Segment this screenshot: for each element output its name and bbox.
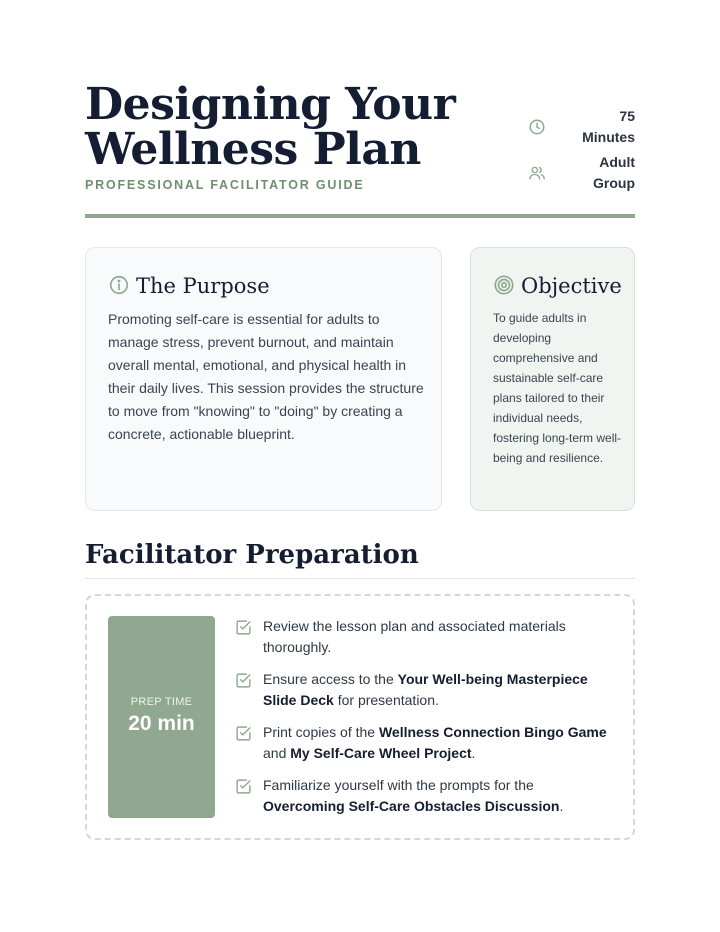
- duration-row: [525, 106, 635, 152]
- item-text-mid: for presentation.: [333, 692, 439, 708]
- checkbox-checked-icon: [235, 725, 252, 742]
- checklist-item: [235, 722, 615, 764]
- session-meta: [525, 106, 635, 198]
- info-icon: [108, 274, 130, 296]
- users-icon: [528, 164, 546, 182]
- preparation-checklist: [235, 616, 615, 828]
- duration-text: [555, 106, 635, 148]
- duration-value: 75: [619, 108, 635, 124]
- purpose-title: The Purpose: [136, 274, 270, 298]
- objective-text: To guide adults in developing comprehensive and sustainable self-care plans tailored to their individual needs, fostering long-term well-being and resilience.: [493, 311, 622, 465]
- objective-card: [470, 247, 635, 511]
- checkbox-checked-icon: [235, 672, 252, 689]
- prep-time-badge: [108, 616, 215, 818]
- audience-row: [525, 152, 635, 198]
- checklist-item: [235, 616, 615, 658]
- item-text: Review the lesson plan and associated materials thoroughly.: [263, 618, 566, 655]
- preparation-title: Facilitator Preparation: [85, 540, 419, 570]
- audience-line2: Group: [593, 175, 635, 191]
- checklist-item: [235, 775, 615, 817]
- header: [85, 79, 635, 218]
- checklist-item: [235, 669, 615, 711]
- item-text-mid: and: [263, 745, 291, 761]
- duration-unit: Minutes: [582, 129, 635, 145]
- prep-time-value: 20 min: [128, 712, 195, 735]
- item-bold: Your Well-being Masterpiece Slide Deck: [263, 671, 588, 708]
- audience-text: [555, 152, 635, 194]
- target-icon: [493, 274, 515, 296]
- page-title: Designing Your Wellness Plan: [85, 79, 456, 175]
- prep-time-label: PREP TIME: [130, 696, 193, 708]
- item-text: Familiarize yourself with the prompts for the: [263, 777, 534, 793]
- clock-icon: [528, 118, 546, 136]
- checkbox-checked-icon: [235, 619, 252, 636]
- checkbox-checked-icon: [235, 778, 252, 795]
- purpose-text: Promoting self-care is essential for adults to manage stress, prevent burnout, and maintain overall mental, emotional, and physical health in their daily lives. This session provides the structure to move from "knowing" to "doing" by creating a concrete, actionable blueprint.: [108, 311, 424, 442]
- preparation-box: [85, 594, 635, 840]
- item-bold: Wellness Connection Bingo Game: [378, 724, 607, 740]
- item-text: Print copies of the: [263, 724, 379, 740]
- section-divider: [85, 578, 635, 579]
- item-bold-2: My Self-Care Wheel Project: [290, 745, 472, 761]
- page-subtitle: PROFESSIONAL FACILITATOR GUIDE: [85, 178, 365, 192]
- header-divider: [85, 214, 635, 218]
- item-text: Ensure access to the: [263, 671, 398, 687]
- audience-line1: Adult: [599, 154, 635, 170]
- objective-title: Objective: [521, 274, 622, 298]
- item-bold: Overcoming Self-Care Obstacles Discussion: [263, 798, 560, 814]
- item-text-mid: .: [559, 798, 564, 814]
- item-text-end: .: [471, 745, 476, 761]
- purpose-card: [85, 247, 442, 511]
